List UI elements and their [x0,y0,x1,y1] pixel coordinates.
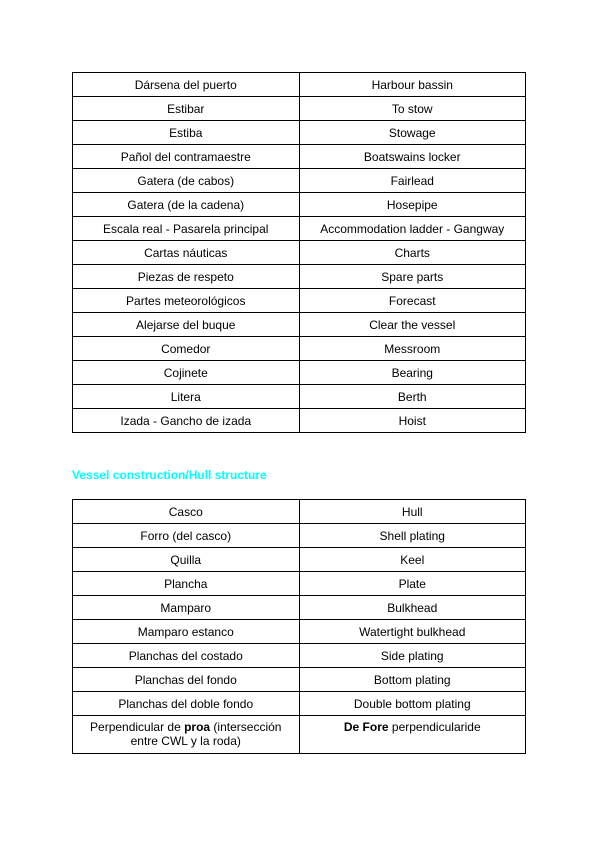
spanish-term-cell: Quilla [73,548,300,572]
spanish-term-cell [73,716,300,754]
spanish-term-cell: Cojinete [73,361,300,385]
table-row [73,500,526,524]
spanish-term-cell: Mamparo [73,596,300,620]
english-term-cell: Fairlead [299,169,526,193]
spanish-term-cell: Forro (del casco) [73,524,300,548]
table-row [73,716,526,754]
vocabulary-table-body [73,500,526,716]
spanish-term-cell: Estiba [73,121,300,145]
english-term-cell: Boatswains locker [299,145,526,169]
spanish-term-cell: Cartas náuticas [73,241,300,265]
table-row [73,289,526,313]
table-row [73,73,526,97]
table-row [73,385,526,409]
table-row [73,145,526,169]
table-row [73,524,526,548]
table-row [73,169,526,193]
table-row [73,265,526,289]
table-row [73,241,526,265]
english-term-cell: Spare parts [299,265,526,289]
english-term-cell [299,716,526,754]
english-term-cell: Charts [299,241,526,265]
table-row [73,596,526,620]
spanish-term-cell: Planchas del costado [73,644,300,668]
spanish-term-cell: Dársena del puerto [73,73,300,97]
spanish-term-cell: Gatera (de la cadena) [73,193,300,217]
english-term-cell: Watertight bulkhead [299,620,526,644]
english-term-cell: Hull [299,500,526,524]
vocabulary-table-hull [72,499,526,754]
table-row [73,217,526,241]
english-term-cell: Plate [299,572,526,596]
spanish-term-cell: Partes meteorológicos [73,289,300,313]
spanish-term-cell: Izada - Gancho de izada [73,409,300,433]
table-row [73,313,526,337]
spanish-term-cell: Piezas de respeto [73,265,300,289]
english-term-cell: Bottom plating [299,668,526,692]
table-row [73,692,526,716]
table-row [73,121,526,145]
spanish-term-cell: Planchas del doble fondo [73,692,300,716]
spanish-term-cell: Estibar [73,97,300,121]
english-term-cell: Hosepipe [299,193,526,217]
spanish-term-cell: Plancha [73,572,300,596]
table-row [73,337,526,361]
table-row [73,361,526,385]
english-term-cell: Side plating [299,644,526,668]
term-suffix: (intersección entre CWL y la roda) [130,720,282,748]
vocabulary-table-footer [73,716,526,754]
english-term-cell: Bearing [299,361,526,385]
english-term-cell: Forecast [299,289,526,313]
spanish-term-cell: Gatera (de cabos) [73,169,300,193]
english-term-cell: Keel [299,548,526,572]
english-term-cell: Clear the vessel [299,313,526,337]
vocabulary-table-body [73,73,526,433]
spanish-term-cell: Litera [73,385,300,409]
vocabulary-table-general [72,72,526,433]
english-term-cell: Berth [299,385,526,409]
english-term-cell: Harbour bassin [299,73,526,97]
english-term-cell: To stow [299,97,526,121]
english-term-cell: Accommodation ladder - Gangway [299,217,526,241]
table-row [73,548,526,572]
spanish-term-cell: Comedor [73,337,300,361]
table-row [73,644,526,668]
english-term-cell: Messroom [299,337,526,361]
term-prefix: Perpendicular de [90,720,185,734]
spanish-term-cell: Escala real - Pasarela principal [73,217,300,241]
spanish-term-cell: Mamparo estanco [73,620,300,644]
table-row [73,409,526,433]
term-bold: proa [184,720,211,734]
table-row [73,668,526,692]
table-row [73,572,526,596]
spanish-term-cell: Casco [73,500,300,524]
spanish-term-cell: Planchas del fondo [73,668,300,692]
spanish-term-cell: Alejarse del buque [73,313,300,337]
term-bold: De Fore [343,720,389,734]
english-term-cell: Hoist [299,409,526,433]
term-suffix: perpendicularide [388,720,481,734]
table-row [73,97,526,121]
english-term-cell: Shell plating [299,524,526,548]
table-row [73,620,526,644]
english-term-cell: Bulkhead [299,596,526,620]
spanish-term-cell: Pañol del contramaestre [73,145,300,169]
table-row [73,193,526,217]
english-term-cell: Double bottom plating [299,692,526,716]
english-term-cell: Stowage [299,121,526,145]
section-heading-hull-structure: Vessel construction/Hull structure [72,468,267,482]
